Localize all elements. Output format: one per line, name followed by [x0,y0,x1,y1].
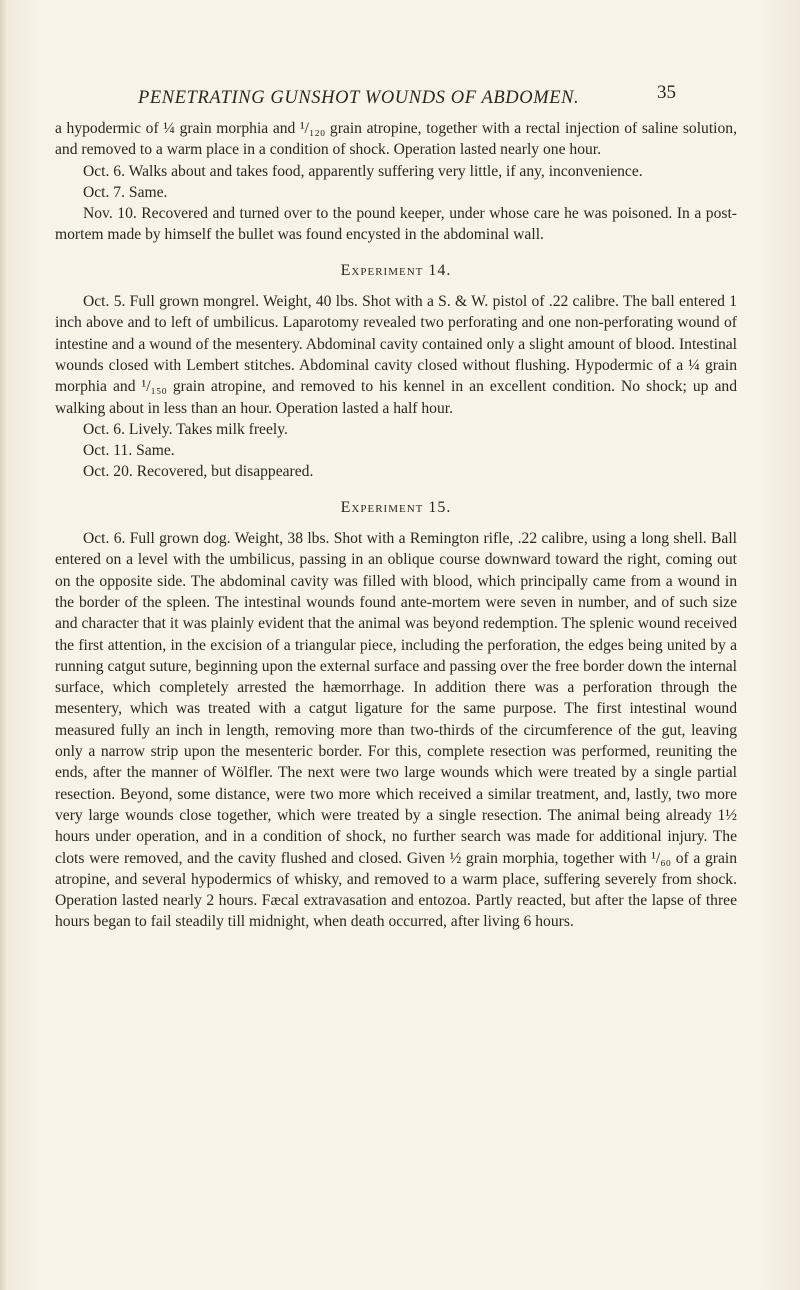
section-heading: Experiment 14. [340,261,452,279]
page-header [110,72,676,112]
paragraph: Oct. 6. Lively. Takes milk freely. [83,420,288,438]
paragraph: Oct. 5. Full grown mongrel. Weight, 40 lbs. Shot with a S. & W. pistol of .22 calibre. The ball entered 1 inch above and to left of umbilicus. Laparotomy revealed two perforating and one non-perforating wound of intestine and a wound of the mesentery. Abdominal cavity contained only a slight amount of blood. Intestinal wounds closed with Lembert stitches. Abdominal cavity closed without flushing. Hypodermic of a ¼ grain morphia and ¹/₁₅₀ grain atropine, and removed to his kennel in an excellent condition. No shock; up and walking about in less than an hour. Operation lasted a half hour. [55,293,737,417]
body-text [55,118,737,933]
paragraph: Oct. 6. Full grown dog. Weight, 38 lbs. Shot with a Remington rifle, .22 calibre, using a long shell. Ball entered on a level with the umbilicus, passing in an oblique course downward toward the right, coming out on the opposite side. The abdominal cavity was filled with blood, which principally came from a wound in the border of the spleen. The intestinal wounds found ante-mortem were seven in number, and of such size and character that it was plainly evident that the animal was beyond redemption. The splenic wound received the first attention, in the excision of a triangular piece, including the perforation, the edges being united by a running catgut suture, beginning upon the external surface and passing over the free border down the internal surface, which completely arrested the hæmorrhage. In addition there was a perforation through the mesentery, which was treated with a catgut ligature for the same purpose. The first intestinal wound measured fully an inch in length, removing more than two-thirds of the circumference of the gut, leaving only a narrow strip upon the mesenteric border. For this, complete resection was performed, reuniting the ends, after the manner of Wölfler. The next were two large wounds which were treated by a single partial resection. Beyond, some distance, were two more which received a similar treatment, and, lastly, two more very large wounds close together, which were treated by a single resection. The animal being already 1½ hours under operation, and in a condition of shock, no further search was made for additional injury. The clots were removed, and the cavity flushed and closed. Given ½ grain morphia, together with ¹/₆₀ of a grain atropine, and several hypodermics of whisky, and removed to a warm place, suffering severely from shock. Operation lasted nearly 2 hours. Fæcal extravasation and entozoa. Partly reacted, but after the lapse of three hours began to fail steadily till midnight, when death occurred, after living 6 hours. [55,530,737,931]
page-number: 35 [657,82,676,103]
paragraph: Oct. 6. Walks about and takes food, apparently suffering very little, if any, inconvenience. [83,162,643,180]
running-title: PENETRATING GUNSHOT WOUNDS OF ABDOMEN. [138,88,580,108]
paragraph: Nov. 10. Recovered and turned over to the pound keeper, under whose care he was poisoned. In a post-mortem made by himself the bullet was found encysted in the abdominal wall. [55,205,737,244]
paragraph: a hypodermic of ¼ grain morphia and ¹/₁₂₀ grain atropine, together with a rectal injection of saline solution, and removed to a warm place in a condition of shock. Operation lasted nearly one hour. [55,120,737,159]
page-edge [0,0,6,1290]
section-heading: Experiment 15. [340,498,452,516]
paragraph: Oct. 20. Recovered, but disappeared. [83,463,314,481]
paragraph: Oct. 7. Same. [83,183,168,201]
paragraph: Oct. 11. Same. [83,442,175,460]
